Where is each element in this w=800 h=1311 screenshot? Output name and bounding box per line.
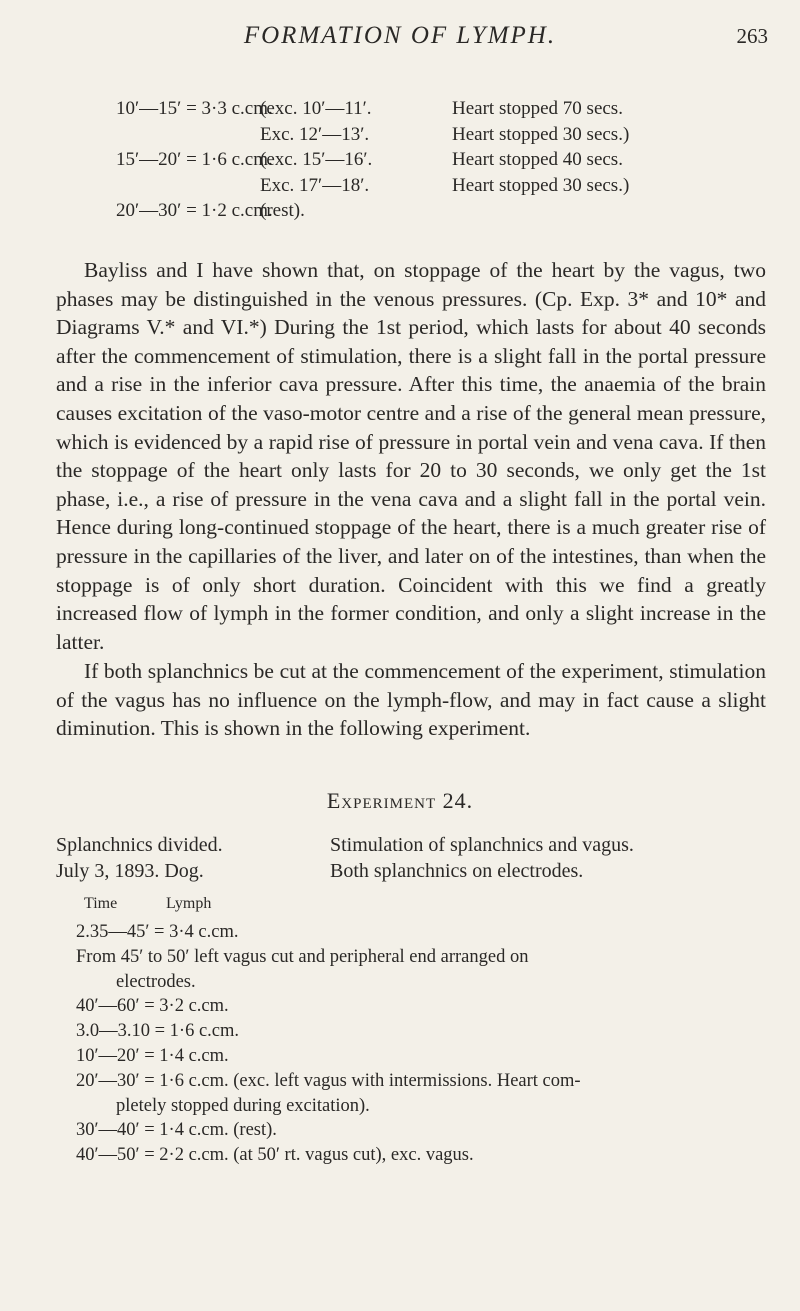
result-continuation: electrodes. (116, 971, 196, 992)
meta-left: July 3, 1893. Dog. (56, 860, 204, 882)
row-exc: (exc. 10′—11′. (260, 98, 372, 119)
row-time: 10′—15′ = 3·3 c.cm. (116, 98, 273, 119)
row-exc: (exc. 15′—16′. (260, 149, 373, 170)
result-row: 40′—50′ = 2·2 c.cm. (at 50′ rt. vagus cut), exc. vagus. (76, 1145, 474, 1166)
row-note: Heart stopped 30 secs.) (452, 123, 630, 145)
running-title: FORMATION OF LYMPH. (243, 22, 557, 49)
row-exc: Exc. 17′—18′. (260, 174, 370, 196)
paragraph-text: Bayliss and I have shown that, on stoppage of the heart by the vagus, two phases may be distinguished in the venous pressures. (Cp. Exp. 3* and 10* and Diagrams V.* and VI.*) During the 1st period, which lasts for about 40 seconds after the commencement of stimulation, there is a slight fall in the portal pressure and a rise in the inferior cava pressure. After this time, the anaemia of the brain causes excitation of the vaso-motor centre and a rise of the general mean pressure, which is evidenced by a rapid rise of pressure in portal vein and vena cava. If then the stoppage of the heart only lasts for 20 to 30 seconds, we only get the 1st phase, i.e., a rise of pressure in the vena cava and a slight fall in the portal vein. Hence during long-continued stoppage of the heart, there is a much greater rise of pressure in the capillaries of the liver, and later on of the intestines, than when the stoppage is of only short duration. Coincident with this we find a greatly increased flow of lymph in the former condition, and only a slight increase in the latter. (56, 258, 766, 654)
result-row (58, 1069, 768, 1119)
row-time: 20′—30′ = 1·2 c.cm. (116, 200, 273, 221)
row-note: Heart stopped 70 secs. (452, 98, 623, 119)
meta-right: Both splanchnics on electrodes. (330, 860, 584, 882)
result-row (58, 945, 768, 995)
result-row: 30′—40′ = 1·4 c.cm. (rest). (76, 1120, 277, 1141)
row-time: 15′—20′ = 1·6 c.cm. (116, 149, 273, 170)
paragraph-splanchnics (56, 657, 766, 743)
paragraph-bayliss (56, 256, 766, 656)
result-continuation: pletely stopped during excitation). (116, 1095, 370, 1116)
experiment-heading: Experiment 24. (326, 788, 474, 813)
column-header-time: Time (84, 895, 118, 912)
row-exc: Exc. 12′—13′. (260, 123, 370, 145)
column-header-lymph: Lymph (166, 895, 212, 912)
result-text: 20′—30′ = 1·6 c.cm. (exc. left vagus with intermissions. Heart com- (76, 1070, 581, 1091)
paragraph-text: If both splanchnics be cut at the commencement of the experiment, stimulation of the vagus has no influence on the lymph-flow, and may in fact cause a slight diminution. This is shown in the following experiment. (56, 659, 766, 741)
page-number: 263 (736, 24, 768, 48)
row-note: Heart stopped 40 secs. (452, 149, 623, 170)
row-note: Heart stopped 30 secs.) (452, 174, 630, 196)
meta-right: Stimulation of splanchnics and vagus. (330, 834, 634, 856)
result-row: 3.0—3.10 = 1·6 c.cm. (76, 1021, 240, 1042)
meta-left: Splanchnics divided. (56, 834, 223, 856)
page-header (0, 22, 800, 58)
row-exc: (rest). (260, 200, 305, 221)
result-text: From 45′ to 50′ left vagus cut and peripheral end arranged on (76, 946, 529, 967)
results-list (58, 920, 768, 1168)
result-row: 2.35—45′ = 3·4 c.cm. (76, 922, 239, 942)
result-row: 10′—20′ = 1·4 c.cm. (76, 1045, 229, 1066)
result-row: 40′—60′ = 3·2 c.cm. (76, 996, 229, 1017)
